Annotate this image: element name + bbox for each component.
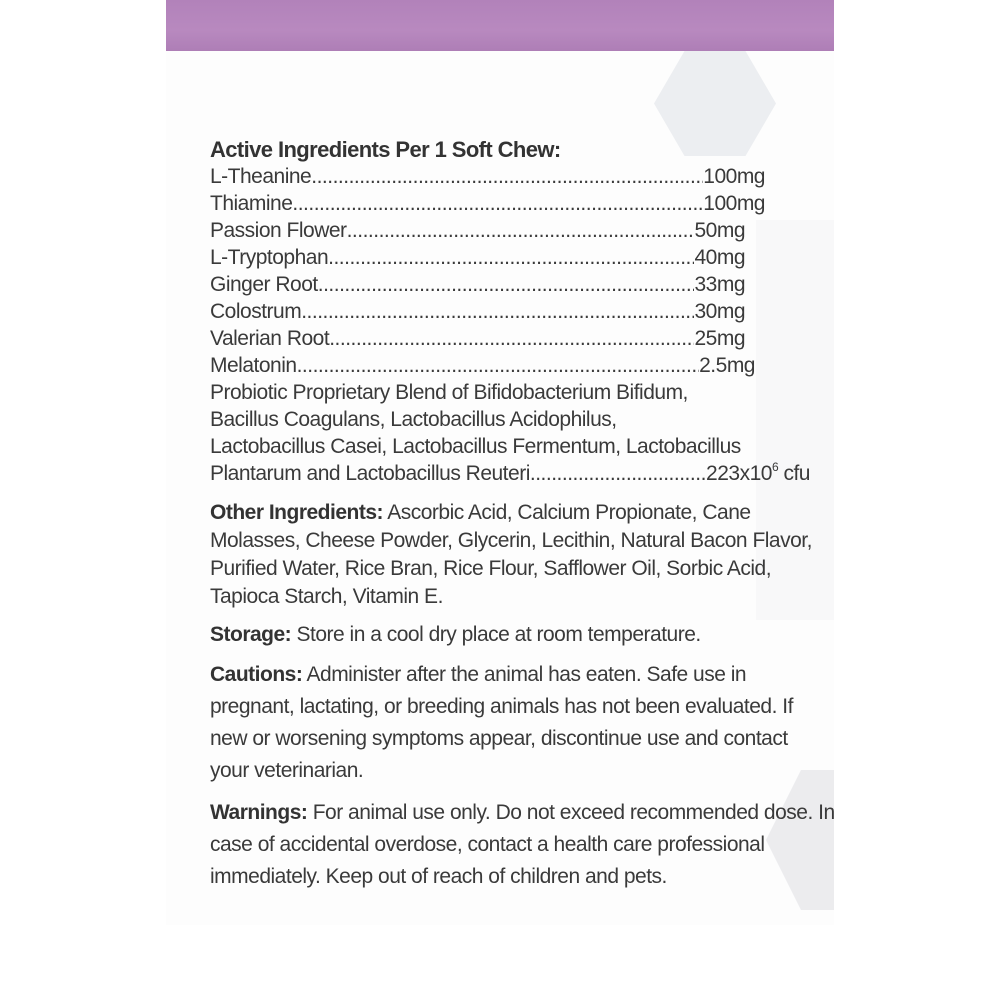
ingredient-name: Passion Flower xyxy=(210,219,347,242)
blend-amount xyxy=(706,460,810,487)
leader-dots xyxy=(329,325,694,352)
blend-line: Bacillus Coagulans, Lactobacillus Acidophilus, xyxy=(210,408,617,431)
leader-dots xyxy=(318,271,695,298)
leader-dots xyxy=(328,244,694,271)
ingredient-row xyxy=(210,217,745,244)
ingredient-amount: 25mg xyxy=(694,327,745,350)
ingredient-name: Colostrum xyxy=(210,300,302,323)
cautions-text: Administer after the animal has eaten. Safe use in pregnant, lactating, or breeding animals has not been evaluated. If new or worsening symptoms appear, discontinue use and contact your veterinarian. xyxy=(210,663,793,782)
storage xyxy=(210,621,830,649)
ingredient-row xyxy=(210,325,745,352)
ingredient-name: Ginger Root xyxy=(210,273,318,296)
other-ingredients xyxy=(210,499,825,611)
ingredient-row xyxy=(210,298,745,325)
ingredient-row xyxy=(210,271,745,298)
warnings-text: For animal use only. Do not exceed recommended dose. In case of accidental overdose, contact a health care professional immediately. Keep out of reach of children and pets. xyxy=(210,801,835,888)
ingredient-name: Melatonin xyxy=(210,354,297,377)
ingredient-amount: 30mg xyxy=(694,300,745,323)
leader-dots xyxy=(297,352,700,379)
ingredient-amount: 33mg xyxy=(694,273,745,296)
blend-line: Lactobacillus Casei, Lactobacillus Fermentum, Lactobacillus xyxy=(210,435,741,458)
ingredient-amount: 50mg xyxy=(694,219,745,242)
ingredient-name: L-Tryptophan xyxy=(210,246,329,269)
storage-label: Storage: xyxy=(210,623,292,646)
ingredient-amount: 100mg xyxy=(703,165,765,188)
probiotic-blend xyxy=(210,379,840,487)
blend-amount-base: 223x10 xyxy=(706,462,772,485)
ingredient-row xyxy=(210,244,745,271)
active-ingredients-heading: Active Ingredients Per 1 Soft Chew: xyxy=(210,137,561,162)
leader-dots xyxy=(311,163,703,190)
other-ingredients-label: Other Ingredients: xyxy=(210,501,384,524)
warnings-label: Warnings: xyxy=(210,801,308,824)
ingredient-amount: 100mg xyxy=(703,192,765,215)
cautions-label: Cautions: xyxy=(210,663,303,686)
blend-line-amount xyxy=(210,460,810,487)
leader-dots xyxy=(292,190,703,217)
ingredient-row xyxy=(210,163,765,190)
storage-text: Store in a cool dry place at room temperature. xyxy=(291,623,701,646)
warnings xyxy=(210,797,835,893)
leader-dots xyxy=(530,460,706,487)
ingredient-name: Thiamine xyxy=(210,192,293,215)
cautions xyxy=(210,659,820,787)
header-bar xyxy=(166,0,834,51)
ingredient-amount: 40mg xyxy=(694,246,745,269)
leader-dots xyxy=(301,298,694,325)
blend-amount-exponent: 6 xyxy=(771,460,779,474)
ingredient-name: Valerian Root xyxy=(210,327,330,350)
blend-last-name: Plantarum and Lactobacillus Reuteri xyxy=(210,462,530,485)
blend-amount-unit: cfu xyxy=(778,462,810,485)
ingredient-row xyxy=(210,352,755,379)
ingredient-row xyxy=(210,190,765,217)
ingredient-amount: 2.5mg xyxy=(699,354,755,377)
ingredient-name: L-Theanine xyxy=(210,165,312,188)
blend-line: Probiotic Proprietary Blend of Bifidobacterium Bifidum, xyxy=(210,381,688,404)
label-content xyxy=(210,136,840,893)
leader-dots xyxy=(347,217,695,244)
other-ingredients-text: Ascorbic Acid, Calcium Propionate, Cane Molasses, Cheese Powder, Glycerin, Lecithin, Natural Bacon Flavor, Purified Water, Rice Bran, Rice Flour, Safflower Oil, Sorbic Acid, Tapioca Starch, Vitamin E. xyxy=(210,501,812,608)
